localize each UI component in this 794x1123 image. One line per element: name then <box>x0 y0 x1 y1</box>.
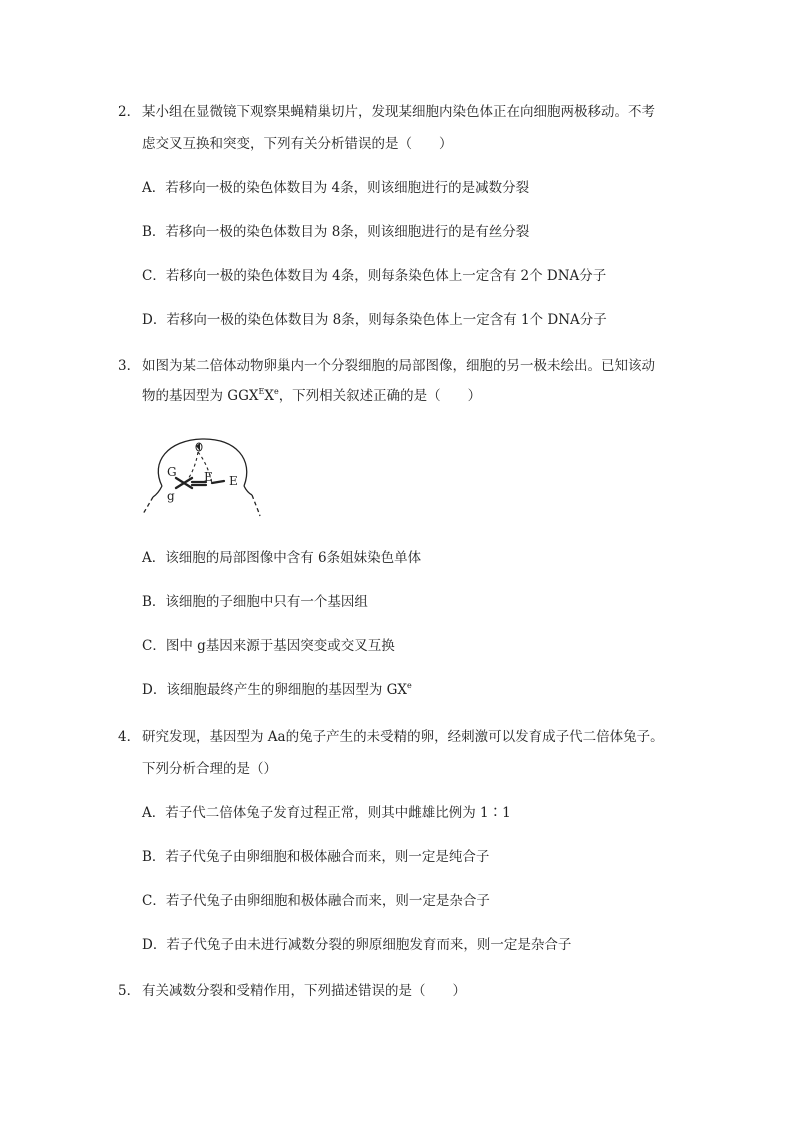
question-4-stem-line-2 <box>118 759 277 779</box>
genotype-superscript-1: E <box>258 387 265 396</box>
question-3-option-c: C．图中 g基因来源于基因突变或交叉互换 <box>142 638 395 654</box>
chromosome-right <box>212 481 224 483</box>
membrane-right-curl <box>244 486 252 495</box>
question-5-stem-text: 有关减数分裂和受精作用，下列描述错误的是（ ） <box>142 983 466 999</box>
gene-label-E-1: E <box>204 470 213 484</box>
gene-label-g: g <box>167 489 175 503</box>
chromosome-x-shape <box>176 478 192 488</box>
gene-label-E-2: E <box>229 474 238 488</box>
question-3-number: 3． <box>118 358 141 374</box>
question-4-option-d: D．若子代兔子由未进行减数分裂的卵原细胞发育而来，则一定是杂合子 <box>142 937 572 953</box>
question-3-stem-line-1 <box>118 356 655 376</box>
question-2-stem-line-2 <box>118 134 453 154</box>
question-2-number: 2． <box>118 104 141 120</box>
option-d-superscript: e <box>407 681 412 690</box>
question-4-stem-text: 研究发现，基因型为 Aa的兔子产生的未受精的卵，经刺激可以发育成子代二倍体兔子。 <box>142 729 664 745</box>
question-3-stem-text-2: 物的基因型为 $GGX^EXe$，下列相关叙述正确的是（ ） <box>142 387 482 404</box>
question-4-stem-text-2: 下列分析合理的是（） <box>142 761 277 777</box>
question-4-option-a: A．若子代二倍体兔子发育过程正常，则其中雌雄比例为 1∶1 <box>142 805 511 821</box>
question-2-stem-line-1 <box>118 102 655 122</box>
question-3-option-a: A．该细胞的局部图像中含有 6条姐妹染色单体 <box>142 550 422 566</box>
genotype-superscript-2: e <box>273 387 279 396</box>
question-4-option-c: C．若子代兔子由卵细胞和极体融合而来，则一定是杂合子 <box>142 893 490 909</box>
question-5-number: 5． <box>118 983 141 999</box>
question-3-stem-line-2 <box>118 386 482 406</box>
membrane-dashed-right <box>252 495 260 516</box>
membrane-left-curl <box>153 486 162 497</box>
question-2-option-d: D．若移向一极的染色体数目为 8条，则每条染色体上一定含有 1个 DNA分子 <box>142 312 607 328</box>
gene-label-G: G <box>167 465 177 479</box>
question-2-option-c: C．若移向一极的染色体数目为 4条，则每条染色体上一定含有 2个 DNA分子 <box>142 268 607 284</box>
question-4-number: 4． <box>118 729 141 745</box>
cell-division-figure <box>140 434 264 520</box>
question-4-stem-line-1 <box>118 727 664 747</box>
membrane-dashed-left <box>143 497 153 514</box>
question-3-stem-text: 如图为某二倍体动物卵巢内一个分裂细胞的局部图像，细胞的另一极未绘出。已知该动 <box>142 358 655 374</box>
question-4-option-b: B．若子代兔子由卵细胞和极体融合而来，则一定是纯合子 <box>142 849 490 865</box>
question-2-stem-text: 某小组在显微镜下观察果蝇精巢切片，发现某细胞内染色体正在向细胞两极移动。不考 <box>142 104 655 120</box>
question-2-option-a: A．若移向一极的染色体数目为 4条，则该细胞进行的是减数分裂 <box>142 180 530 196</box>
question-2-stem-text-2: 虑交叉互换和突变，下列有关分析错误的是（ ） <box>142 136 453 152</box>
question-3-option-b: B．该细胞的子细胞中只有一个基因组 <box>142 594 368 610</box>
question-5-stem-line-1 <box>118 981 466 1001</box>
question-2-option-b: B．若移向一极的染色体数目为 8条，则该细胞进行的是有丝分裂 <box>142 224 530 240</box>
question-3-option-d: D．该细胞最终产生的卵细胞的基因型为 $GX^e$ <box>142 681 412 698</box>
